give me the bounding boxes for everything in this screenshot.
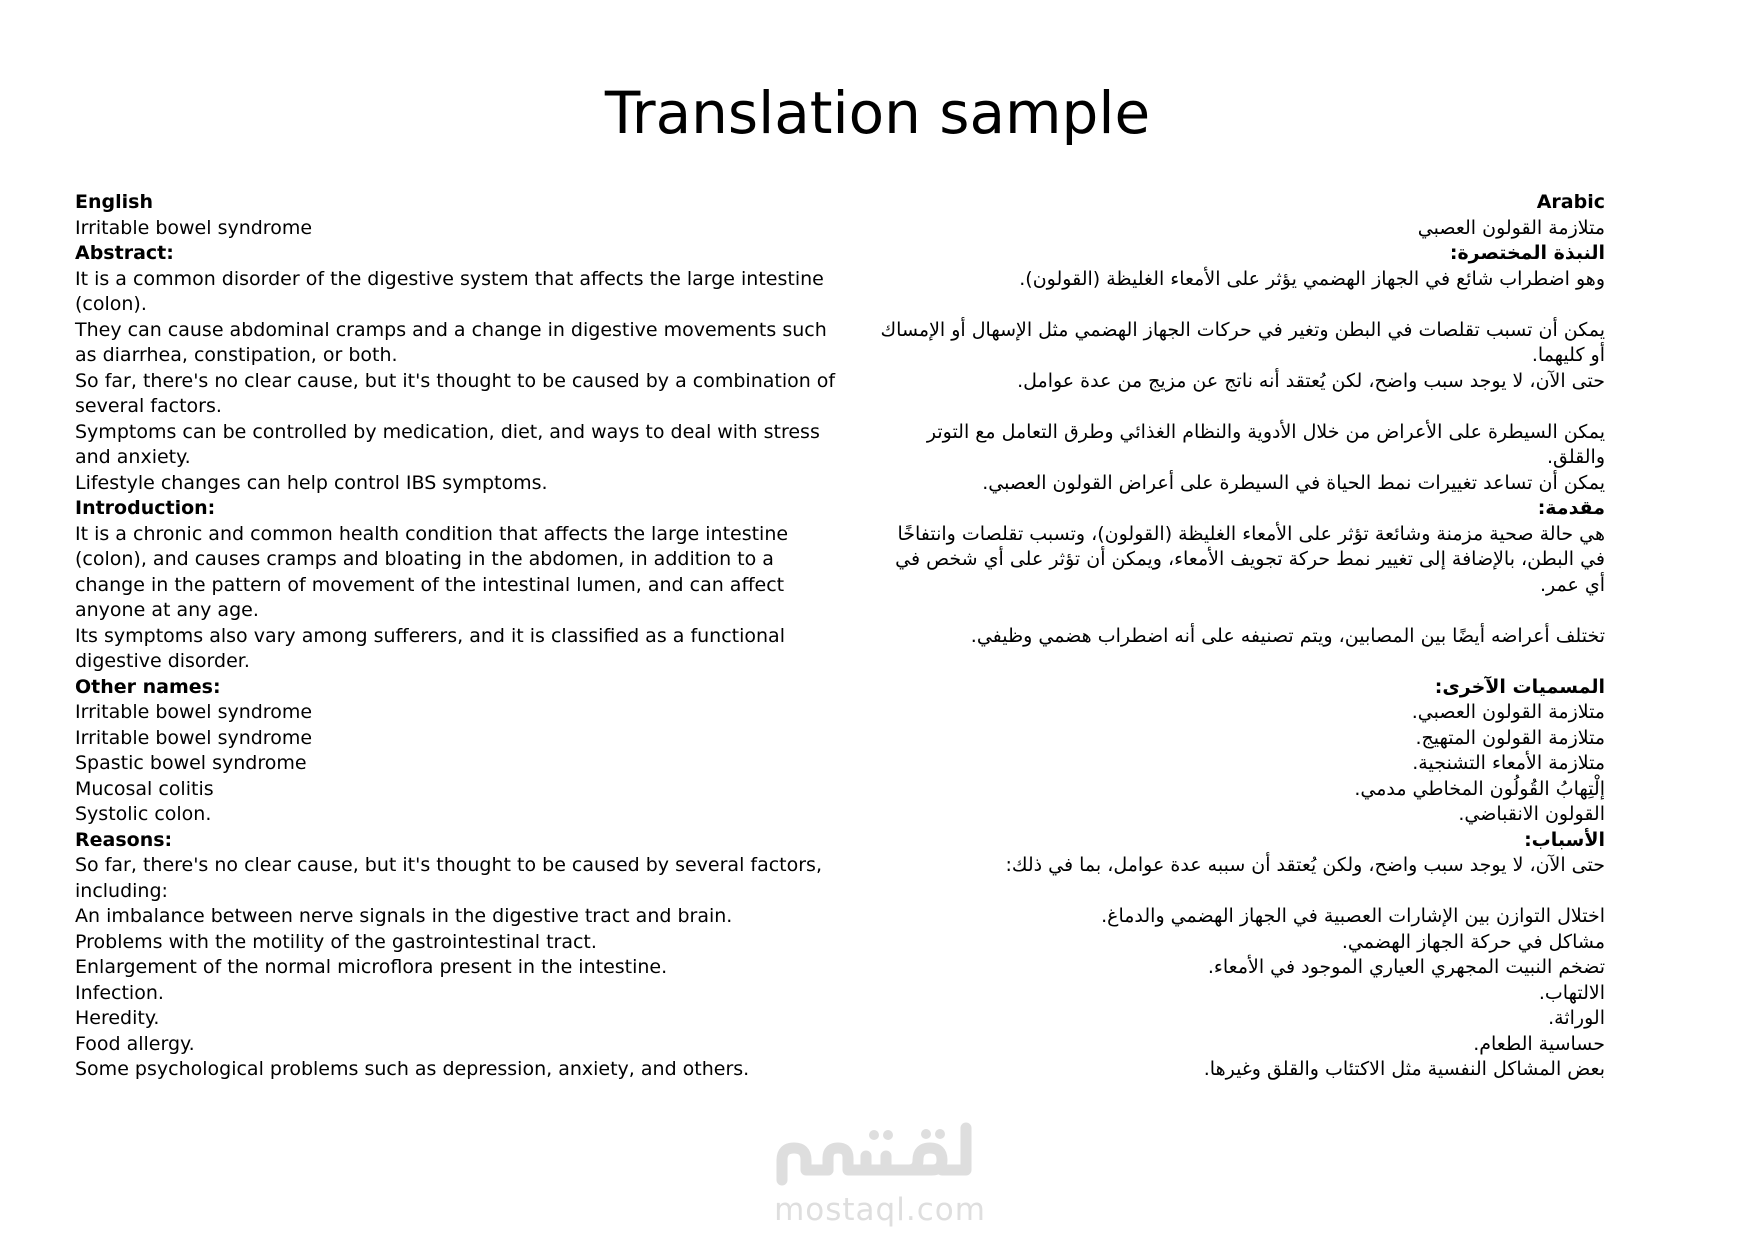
english-text: Infection. xyxy=(75,981,164,1004)
english-text: So far, there's no clear cause, but it's thought to be caused by several factors, including: xyxy=(75,854,822,902)
arabic-heading: الأسباب: xyxy=(1524,828,1605,851)
column-gap xyxy=(840,1057,880,1083)
arabic-text: يمكن أن تسبب تقلصات في البطن وتغير في حركات الجهاز الهضمي مثل الإسهال أو الإمساك أو كليهما. xyxy=(880,318,1605,366)
column-gap xyxy=(840,853,880,904)
translation-row xyxy=(75,930,1605,956)
translation-row xyxy=(75,1057,1605,1083)
translation-table xyxy=(75,190,1605,1083)
arabic-text: حساسية الطعام. xyxy=(1473,1032,1605,1055)
arabic-heading: المسميات الآخرى: xyxy=(1434,675,1605,698)
section-heading-row xyxy=(75,496,1605,522)
arabic-text: وهو اضطراب شائع في الجهاز الهضمي يؤثر على الأمعاء الغليظة (القولون). xyxy=(1019,267,1605,290)
english-text: Its symptoms also vary among sufferers, and it is classified as a functional digestive disorder. xyxy=(75,624,785,672)
translation-row xyxy=(75,777,1605,803)
column-gap xyxy=(840,471,880,497)
english-text: Heredity. xyxy=(75,1007,160,1029)
translation-row xyxy=(75,369,1605,420)
column-gap xyxy=(840,675,880,701)
column-gap xyxy=(840,522,880,624)
english-text: It is a common disorder of the digestive system that affects the large intestine (colon). xyxy=(75,267,824,315)
column-gap xyxy=(840,802,880,828)
english-text: They can cause abdominal cramps and a change in digestive movements such as diarrhea, constipation, or both. xyxy=(75,318,827,366)
english-text: Mucosal colitis xyxy=(75,777,214,800)
translation-row xyxy=(75,624,1605,675)
column-gap xyxy=(840,318,880,369)
translation-row xyxy=(75,726,1605,752)
arabic-text: تضخم النبيت المجهري العياري الموجود في الأمعاء. xyxy=(1207,956,1605,978)
column-gap xyxy=(840,828,880,854)
arabic-text: متلازمة الأمعاء التشنجية. xyxy=(1412,752,1605,774)
translation-row xyxy=(75,471,1605,497)
english-text: Food allergy. xyxy=(75,1032,195,1055)
column-gap xyxy=(840,241,880,267)
english-text: So far, there's no clear cause, but it's thought to be caused by a combination of several factors. xyxy=(75,369,836,417)
watermark-text: mostaql.com xyxy=(774,1192,986,1228)
english-heading: Introduction: xyxy=(75,497,216,519)
english-text: Problems with the motility of the gastrointestinal tract. xyxy=(75,930,597,953)
column-gap xyxy=(840,216,880,242)
translation-row xyxy=(75,267,1605,318)
translation-row xyxy=(75,802,1605,828)
english-heading: English xyxy=(75,191,153,213)
column-gap xyxy=(840,751,880,777)
arabic-text: اختلال التوازن بين الإشارات العصبية في الجهاز الهضمي والدماغ. xyxy=(1101,905,1605,927)
arabic-text: الالتهاب. xyxy=(1538,981,1605,1004)
arabic-heading: النبذة المختصرة: xyxy=(1449,242,1605,264)
english-text: Spastic bowel syndrome xyxy=(75,752,307,774)
translation-row xyxy=(75,853,1605,904)
arabic-text: القولون الانقباضي. xyxy=(1458,803,1605,825)
column-gap xyxy=(840,190,880,216)
english-heading: Other names: xyxy=(75,675,221,698)
column-gap xyxy=(840,1032,880,1058)
section-heading-row xyxy=(75,190,1605,216)
english-text: Systolic colon. xyxy=(75,803,212,825)
arabic-text: حتى الآن، لا يوجد سبب واضح، ولكن يُعتقد أن سببه عدة عوامل، بما في ذلك: xyxy=(1005,854,1605,876)
translation-row xyxy=(75,522,1605,624)
arabic-text: مشاكل في حركة الجهاز الهضمي. xyxy=(1341,930,1605,953)
section-heading-row xyxy=(75,675,1605,701)
english-text: Irritable bowel syndrome xyxy=(75,726,313,749)
section-heading-row xyxy=(75,241,1605,267)
column-gap xyxy=(840,700,880,726)
translation-row xyxy=(75,751,1605,777)
column-gap xyxy=(840,496,880,522)
arabic-text: إلْتِهابُ القُولُون المخاطي مدمي. xyxy=(1354,777,1605,800)
column-gap xyxy=(840,267,880,318)
translation-row xyxy=(75,700,1605,726)
arabic-text: يمكن السيطرة على الأعراض من خلال الأدوية والنظام الغذائي وطرق التعامل مع التوتر والقلق. xyxy=(926,420,1605,468)
arabic-heading: مقدمة: xyxy=(1537,497,1605,519)
arabic-text: متلازمة القولون العصبي xyxy=(1417,216,1605,239)
translation-row xyxy=(75,1006,1605,1032)
translation-row xyxy=(75,904,1605,930)
arabic-text: يمكن أن تساعد تغييرات نمط الحياة في السيطرة على أعراض القولون العصبي. xyxy=(982,471,1605,494)
english-text: Irritable bowel syndrome xyxy=(75,216,313,239)
column-gap xyxy=(840,369,880,420)
english-heading: Abstract: xyxy=(75,242,174,264)
arabic-text: متلازمة القولون العصبي. xyxy=(1411,701,1605,723)
arabic-text: متلازمة القولون المتهيج. xyxy=(1415,726,1605,749)
translation-row xyxy=(75,216,1605,242)
english-text: Lifestyle changes can help control IBS symptoms. xyxy=(75,471,548,494)
arabic-text: تختلف أعراضه أيضًا بين المصابين، ويتم تصنيفه على أنه اضطراب هضمي وظيفي. xyxy=(970,624,1605,647)
english-heading: Reasons: xyxy=(75,828,173,851)
column-gap xyxy=(840,726,880,752)
mostaql-watermark xyxy=(770,1120,990,1235)
arabic-text: الوراثة. xyxy=(1548,1007,1605,1029)
section-heading-row xyxy=(75,828,1605,854)
mostaql-logo-icon xyxy=(770,1120,990,1195)
translation-row xyxy=(75,1032,1605,1058)
translation-row xyxy=(75,955,1605,981)
translation-row xyxy=(75,981,1605,1007)
page-title: Translation sample xyxy=(604,79,1151,147)
arabic-heading: Arabic xyxy=(1536,191,1605,213)
arabic-text: بعض المشاكل النفسية مثل الاكتئاب والقلق وغيرها. xyxy=(1203,1058,1605,1080)
column-gap xyxy=(840,420,880,471)
column-gap xyxy=(840,624,880,675)
column-gap xyxy=(840,930,880,956)
english-text: Symptoms can be controlled by medication, diet, and ways to deal with stress and anxiety. xyxy=(75,420,820,468)
column-gap xyxy=(840,981,880,1007)
english-text: Enlargement of the normal microflora present in the intestine. xyxy=(75,956,668,978)
english-text: Some psychological problems such as depression, anxiety, and others. xyxy=(75,1058,750,1080)
arabic-text: حتى الآن، لا يوجد سبب واضح، لكن يُعتقد أنه ناتج عن مزيج من عدة عوامل. xyxy=(1017,369,1605,392)
english-text: An imbalance between nerve signals in the digestive tract and brain. xyxy=(75,905,733,927)
translation-rows xyxy=(75,190,1605,1083)
column-gap xyxy=(840,904,880,930)
arabic-text: هي حالة صحية مزمنة وشائعة تؤثر على الأمعاء الغليظة (القولون)، وتسبب تقلصات وانتفاخًا في البطن، بالإضافة إلى تغيير نمط حركة تجويف الأمعاء، ويمكن أن تؤثر على أي شخص في أي عمر. xyxy=(895,522,1605,596)
column-gap xyxy=(840,1006,880,1032)
translation-row xyxy=(75,318,1605,369)
english-text: Irritable bowel syndrome xyxy=(75,701,313,723)
column-gap xyxy=(840,777,880,803)
column-gap xyxy=(840,955,880,981)
translation-row xyxy=(75,420,1605,471)
english-text: It is a chronic and common health condition that affects the large intestine (colon), and causes cramps and bloating in the abdomen, in addition to a change in the pattern of movement of the intestinal lumen, and can affect anyone at any age. xyxy=(75,522,789,621)
